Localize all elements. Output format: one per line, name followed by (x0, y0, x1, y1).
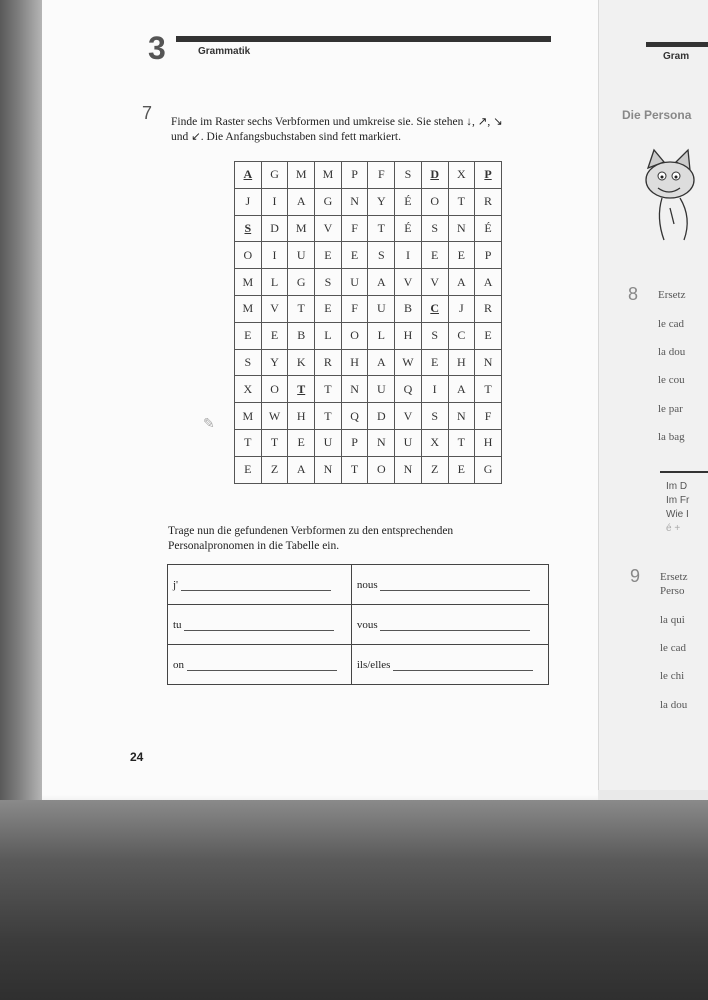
right-ex9-text: Ersetz (660, 571, 688, 583)
grid-cell[interactable]: A (448, 376, 475, 403)
grid-row (235, 403, 502, 430)
right-ex8-text: le par (658, 403, 683, 415)
answer-cell-nous[interactable]: nous (351, 565, 548, 605)
grid-cell[interactable]: Z (421, 456, 448, 483)
grid-cell[interactable]: E (288, 429, 315, 456)
grid-cell[interactable]: E (448, 456, 475, 483)
grid-row (235, 162, 502, 189)
grid-cell[interactable]: P (475, 242, 502, 269)
grid-cell[interactable]: O (368, 456, 395, 483)
grid-cell[interactable]: E (235, 322, 262, 349)
grid-cell[interactable]: O (341, 322, 368, 349)
grid-row (235, 295, 502, 322)
grid-cell[interactable]: H (395, 322, 422, 349)
right-box-text: Im D (666, 481, 688, 492)
grid-cell[interactable]: E (261, 322, 288, 349)
right-header-title: Gram (663, 51, 690, 62)
answer-cell-vous[interactable]: vous (351, 605, 548, 645)
right-box-text: Wie I (666, 509, 689, 520)
grid-cell[interactable]: I (261, 188, 288, 215)
header-title: Grammatik (198, 46, 251, 57)
grid-cell[interactable]: T (368, 215, 395, 242)
grid-cell[interactable]: I (395, 242, 422, 269)
grid-cell[interactable]: E (475, 322, 502, 349)
grid-cell[interactable]: P (341, 429, 368, 456)
grid-cell[interactable]: E (315, 295, 342, 322)
answer-line-nous[interactable] (380, 579, 530, 591)
answer-line-vous[interactable] (380, 619, 530, 631)
grid-cell[interactable]: I (421, 376, 448, 403)
grid-cell[interactable]: U (288, 242, 315, 269)
grid-cell[interactable]: S (315, 269, 342, 296)
right-box-text: é + (666, 523, 681, 534)
grid-cell[interactable]: F (341, 295, 368, 322)
grid-row (235, 188, 502, 215)
right-ex8-text: la bag (658, 431, 685, 443)
grid-cell[interactable]: E (421, 242, 448, 269)
grid-cell[interactable]: E (341, 242, 368, 269)
grid-cell[interactable]: T (261, 429, 288, 456)
grid-cell[interactable]: C (448, 322, 475, 349)
grid-cell[interactable]: R (315, 349, 342, 376)
grid-cell[interactable]: W (261, 403, 288, 430)
grid-cell[interactable]: A (288, 188, 315, 215)
grid-cell[interactable]: E (448, 242, 475, 269)
right-box-text: Im Fr (666, 495, 690, 506)
grid-cell[interactable]: A (448, 269, 475, 296)
grid-cell[interactable]: R (475, 188, 502, 215)
grid-cell[interactable]: E (315, 242, 342, 269)
grid-cell[interactable]: S (235, 215, 262, 242)
right-ex8-text: la dou (658, 346, 686, 358)
grid-cell[interactable]: D (261, 215, 288, 242)
right-ex9-text: Perso (660, 585, 685, 597)
grid-cell[interactable]: A (368, 349, 395, 376)
right-rule (660, 471, 708, 473)
grid-cell[interactable]: F (341, 215, 368, 242)
grid-cell[interactable]: U (368, 376, 395, 403)
grid-cell[interactable]: F (475, 403, 502, 430)
grid-cell[interactable]: B (395, 295, 422, 322)
grid-cell[interactable]: B (288, 322, 315, 349)
answer-table (167, 564, 549, 685)
right-header-bar (646, 42, 708, 47)
grid-cell[interactable]: A (475, 269, 502, 296)
grid-cell[interactable]: O (261, 376, 288, 403)
grid-cell[interactable]: T (235, 429, 262, 456)
grid-cell[interactable]: Q (341, 403, 368, 430)
grid-row (235, 215, 502, 242)
grid-cell[interactable]: P (341, 162, 368, 189)
answer-line-tu[interactable] (184, 619, 334, 631)
pencil-icon: ✎ (203, 417, 215, 432)
grid-cell[interactable]: M (235, 269, 262, 296)
right-ex9-text: la dou (660, 699, 688, 711)
chapter-number: 3 (148, 30, 166, 66)
grid-cell[interactable]: S (395, 162, 422, 189)
answer-cell-ils-elles[interactable]: ils/elles (351, 645, 548, 685)
cat-illustration-icon (640, 148, 708, 248)
answer-line-je[interactable] (181, 579, 331, 591)
grid-cell[interactable]: X (421, 429, 448, 456)
page-number: 24 (130, 750, 144, 764)
grid-cell[interactable]: É (395, 188, 422, 215)
grid-row (235, 429, 502, 456)
grid-cell[interactable]: K (288, 349, 315, 376)
grid-cell[interactable]: E (235, 456, 262, 483)
grid-cell[interactable]: Z (261, 456, 288, 483)
grid-cell[interactable]: É (395, 215, 422, 242)
grid-cell[interactable]: M (315, 162, 342, 189)
grid-cell[interactable]: V (261, 295, 288, 322)
grid-cell[interactable]: N (368, 429, 395, 456)
grid-cell[interactable]: V (315, 215, 342, 242)
grid-cell[interactable]: T (475, 376, 502, 403)
grid-row (235, 456, 502, 483)
right-ex9-text: la qui (660, 614, 685, 626)
answer-cell-tu[interactable]: tu (168, 605, 352, 645)
grid-row (235, 322, 502, 349)
grid-cell[interactable]: T (315, 403, 342, 430)
grid-cell[interactable]: S (368, 242, 395, 269)
grid-cell[interactable]: N (448, 215, 475, 242)
grid-cell[interactable]: U (368, 295, 395, 322)
grid-cell[interactable]: G (288, 269, 315, 296)
grid-cell[interactable]: T (448, 429, 475, 456)
right-ex9-text: le chi (660, 670, 685, 682)
grid-cell[interactable]: S (235, 349, 262, 376)
grid-cell[interactable]: V (421, 269, 448, 296)
grid-cell[interactable]: N (475, 349, 502, 376)
scanner-background (0, 800, 708, 1000)
grid-cell[interactable]: U (395, 429, 422, 456)
grid-cell[interactable]: L (368, 322, 395, 349)
grid-cell[interactable]: A (288, 456, 315, 483)
grid-cell[interactable]: A (368, 269, 395, 296)
grid-cell[interactable]: Y (368, 188, 395, 215)
grid-cell[interactable]: O (421, 188, 448, 215)
exercise-7-instruction-2: und ↙. Die Anfangsbuchstaben sind fett markiert. (171, 131, 401, 143)
grid-cell[interactable]: U (315, 429, 342, 456)
grid-cell[interactable]: O (235, 242, 262, 269)
grid-cell[interactable]: T (341, 456, 368, 483)
grid-cell[interactable]: J (235, 188, 262, 215)
right-section-title: Die Persona (622, 108, 692, 122)
grid-row (235, 376, 502, 403)
exercise-7-instruction-1: Finde im Raster sechs Verbformen und umkreise sie. Sie stehen ↓, ↗, ↘ (171, 116, 503, 128)
grid-cell[interactable]: V (395, 403, 422, 430)
grid-row (235, 269, 502, 296)
right-ex8-text: le cad (658, 318, 684, 330)
grid-cell[interactable]: L (315, 322, 342, 349)
grid-cell[interactable]: T (448, 188, 475, 215)
grid-cell[interactable]: É (475, 215, 502, 242)
exercise-7-task-1: Trage nun die gefundenen Verbformen zu den entsprechenden (168, 525, 454, 537)
grid-cell[interactable]: H (448, 349, 475, 376)
right-exercise-8-number: 8 (628, 284, 639, 304)
right-exercise-9-number: 9 (630, 566, 641, 586)
grid-cell[interactable]: T (288, 376, 315, 403)
grid-cell[interactable]: H (288, 403, 315, 430)
right-ex8-text: le cou (658, 374, 685, 386)
grid-cell[interactable]: D (368, 403, 395, 430)
grid-cell[interactable]: S (421, 215, 448, 242)
grid-cell[interactable]: I (261, 242, 288, 269)
answer-cell-on[interactable]: on (168, 645, 352, 685)
right-ex8-text: Ersetz (658, 289, 686, 301)
grid-cell[interactable]: S (421, 322, 448, 349)
grid-cell[interactable]: N (448, 403, 475, 430)
answer-line-ils-elles[interactable] (393, 659, 533, 671)
grid-cell[interactable]: H (341, 349, 368, 376)
grid-cell[interactable]: W (395, 349, 422, 376)
grid-row (235, 349, 502, 376)
grid-cell[interactable]: G (315, 188, 342, 215)
grid-cell[interactable]: H (475, 429, 502, 456)
grid-cell[interactable]: C (421, 295, 448, 322)
grid-cell[interactable]: D (421, 162, 448, 189)
grid-cell[interactable]: N (341, 376, 368, 403)
grid-cell[interactable]: L (261, 269, 288, 296)
grid-cell[interactable]: G (261, 162, 288, 189)
grid-cell[interactable]: F (368, 162, 395, 189)
grid-cell[interactable]: Y (261, 349, 288, 376)
right-ex9-text: le cad (660, 642, 686, 654)
grid-cell[interactable]: N (341, 188, 368, 215)
exercise-7-task-2: Personalpronomen in die Tabelle ein. (168, 540, 340, 552)
grid-cell[interactable]: N (315, 456, 342, 483)
grid-cell[interactable]: U (341, 269, 368, 296)
grid-cell[interactable]: T (315, 376, 342, 403)
grid-cell[interactable]: E (421, 349, 448, 376)
grid-cell[interactable]: P (475, 162, 502, 189)
word-search-grid (234, 161, 502, 484)
grid-cell[interactable]: X (448, 162, 475, 189)
grid-cell[interactable]: M (235, 403, 262, 430)
grid-cell[interactable]: N (395, 456, 422, 483)
grid-cell[interactable]: V (395, 269, 422, 296)
grid-cell[interactable]: G (475, 456, 502, 483)
grid-cell[interactable]: J (448, 295, 475, 322)
grid-cell[interactable]: M (288, 215, 315, 242)
grid-cell[interactable]: R (475, 295, 502, 322)
grid-cell[interactable]: T (288, 295, 315, 322)
exercise-7-number: 7 (142, 103, 153, 123)
grid-cell[interactable]: M (235, 295, 262, 322)
grid-row (235, 242, 502, 269)
grid-cell[interactable]: M (288, 162, 315, 189)
grid-cell[interactable]: Q (395, 376, 422, 403)
answer-cell-je[interactable]: j' (168, 565, 352, 605)
grid-cell[interactable]: A (235, 162, 262, 189)
answer-line-on[interactable] (187, 659, 337, 671)
grid-cell[interactable]: X (235, 376, 262, 403)
grid-cell[interactable]: S (421, 403, 448, 430)
header-bar (176, 36, 551, 42)
